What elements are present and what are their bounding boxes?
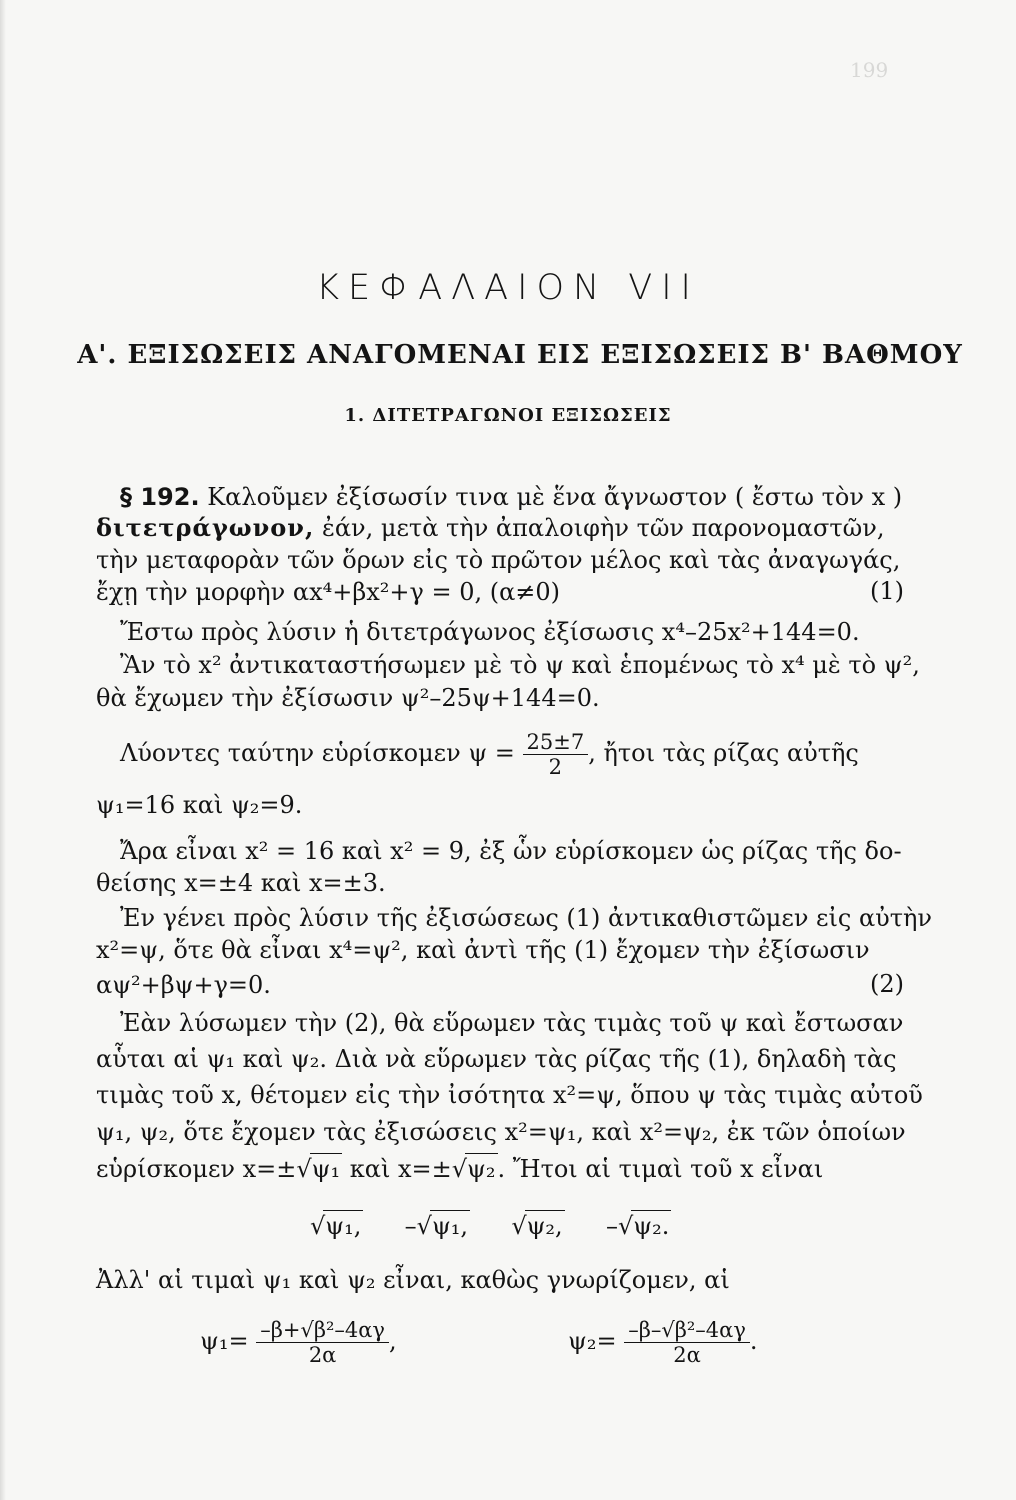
general-line-2: x²=ψ, ὅτε θὰ εἶναι x⁴=ψ², καὶ ἀντὶ τῆς (1) ἔχομεν τὴν ἐξίσωσιν — [96, 936, 870, 964]
general-line-6: τιμὰς τοῦ x, θέτομεν εἰς τὴν ἰσότητα x²=ψ, ὅπου ψ τὰς τιμὰς αὐτοῦ — [96, 1081, 923, 1109]
radical-term: ψ₂. — [633, 1212, 670, 1240]
text-run: Καλοῦμεν ἐξίσωσίν τινα μὲ ἕνα ἄγνωστον ( ἔστω τὸν x ) — [207, 483, 903, 511]
section-title: Α'. ΕΞΙΣΩΣΕΙΣ ΑΝΑΓΟΜΕΝΑΙ ΕΙΣ ΕΞΙΣΩΣΕΙΣ Β' ΒΑΘΜΟΥ — [77, 340, 963, 370]
example-line-7: θείσης x=±4 καὶ x=±3. — [96, 869, 386, 897]
general-line-8 — [96, 1153, 823, 1184]
text-run: . Ἤτοι αἱ τιμαὶ τοῦ x εἶναι — [497, 1155, 824, 1183]
example-line-1: Ἔστω πρὸς λύσιν ἡ διτετράγωνος ἐξίσωσις x⁴–25x²+144=0. — [120, 618, 860, 646]
paragraph-192-line-1 — [120, 482, 902, 512]
radical-term: ψ₁, — [431, 1212, 469, 1240]
example-line-6: Ἄρα εἶναι x² = 16 καὶ x² = 9, ἐξ ὧν εὑρίσκομεν ὡς ρίζας τῆς δο- — [120, 837, 902, 865]
closing-line: Ἀλλ' αἱ τιμαὶ ψ₁ καὶ ψ₂ εἶναι, καθὼς γνωρίζομεν, αἱ — [96, 1266, 730, 1294]
formula-psi2 — [568, 1318, 758, 1367]
example-line-5: ψ₁=16 καὶ ψ₂=9. — [96, 791, 303, 819]
radical-term: ψ₁ — [311, 1155, 341, 1183]
fraction-denominator: 2α — [308, 1343, 337, 1367]
chapter-heading: ΚΕΦΑΛΑΙΟΝ VII — [316, 268, 700, 308]
fraction — [256, 1318, 389, 1367]
formula-lhs: ψ₂= — [568, 1327, 617, 1355]
example-line-3: θὰ ἔχωμεν τὴν ἐξίσωσιν ψ²–25ψ+144=0. — [96, 684, 600, 712]
fraction-numerator: –β–√β²–4αγ — [624, 1318, 750, 1343]
radical-term: ψ₂, — [526, 1212, 563, 1240]
text-run: Λύοντες ταύτην εὑρίσκομεν ψ = — [120, 739, 515, 767]
text-run: , ἤτοι τὰς ρίζας αὐτῆς — [588, 739, 859, 767]
fraction-numerator: 25±7 — [523, 730, 589, 755]
example-line-4 — [120, 730, 859, 779]
radical-term: ψ₂ — [467, 1155, 496, 1183]
paragraph-192-line-2 — [96, 513, 884, 543]
paragraph-192-line-3: τὴν μεταφορὰν τῶν ὅρων εἰς τὸ πρῶτον μέλος καὶ τὰς ἀναγωγάς, — [96, 546, 901, 574]
formula-punct: . — [749, 1327, 758, 1355]
fraction — [523, 730, 589, 779]
text-run: καὶ x=±√ — [342, 1155, 468, 1183]
text-run: εὑρίσκομεν x=±√ — [96, 1155, 312, 1183]
radical-term: ψ₁, — [325, 1212, 362, 1240]
text-run: ἐάν, μετὰ τὴν ἀπαλοιφὴν τῶν παρονομαστῶν, — [321, 514, 885, 542]
root-2: –√ψ₁, — [404, 1212, 469, 1240]
subsection-title: 1. ΔΙΤΕΤΡΑΓΩΝΟΙ ΕΞΙΣΩΣΕΙΣ — [344, 405, 672, 426]
formula-punct: , — [388, 1327, 397, 1355]
fraction — [624, 1318, 750, 1367]
general-line-1: Ἐν γένει πρὸς λύσιν τῆς ἐξισώσεως (1) ἀντικαθιστῶμεν εἰς αὐτὴν — [120, 904, 933, 932]
general-line-7: ψ₁, ψ₂, ὅτε ἔχομεν τὰς ἐξισώσεις x²=ψ₁, καὶ x²=ψ₂, ἐκ τῶν ὁποίων — [96, 1118, 906, 1146]
root-4: –√ψ₂. — [605, 1212, 670, 1240]
root-3: √ψ₂, — [511, 1212, 563, 1240]
ghost-page-number: 199 — [850, 58, 889, 82]
paragraph-number: § 192. — [120, 483, 200, 511]
scan-edge-shadow — [0, 0, 6, 1500]
defined-term: διτετράγωνον, — [96, 513, 315, 542]
equation-tag-1: (1) — [870, 577, 904, 605]
fraction-denominator: 2α — [673, 1343, 701, 1367]
general-line-4: Ἐὰν λύσωμεν τὴν (2), θὰ εὕρωμεν τὰς τιμὰς τοῦ ψ καὶ ἔστωσαν — [120, 1009, 904, 1037]
equation-tag-2: (2) — [870, 970, 904, 998]
example-line-2: Ἂν τὸ x² ἀντικαταστήσωμεν μὲ τὸ ψ καὶ ἑπομένως τὸ x⁴ μὲ τὸ ψ², — [120, 651, 920, 679]
general-line-5: αὗται αἱ ψ₁ καὶ ψ₂. Διὰ νὰ εὕρωμεν τὰς ρίζας τῆς (1), δηλαδὴ τὰς — [96, 1045, 897, 1073]
root-1: √ψ₁, — [310, 1212, 362, 1240]
paragraph-192-line-4: ἔχῃ τὴν μορφὴν αx⁴+βx²+γ = 0, (α≠0) — [96, 578, 561, 606]
fraction-numerator: –β+√β²–4αγ — [256, 1318, 389, 1343]
roots-display — [310, 1210, 671, 1241]
formula-lhs: ψ₁= — [200, 1327, 249, 1355]
formula-psi1 — [200, 1318, 397, 1367]
fraction-denominator: 2 — [548, 755, 563, 779]
general-line-3: αψ²+βψ+γ=0. — [96, 971, 271, 999]
